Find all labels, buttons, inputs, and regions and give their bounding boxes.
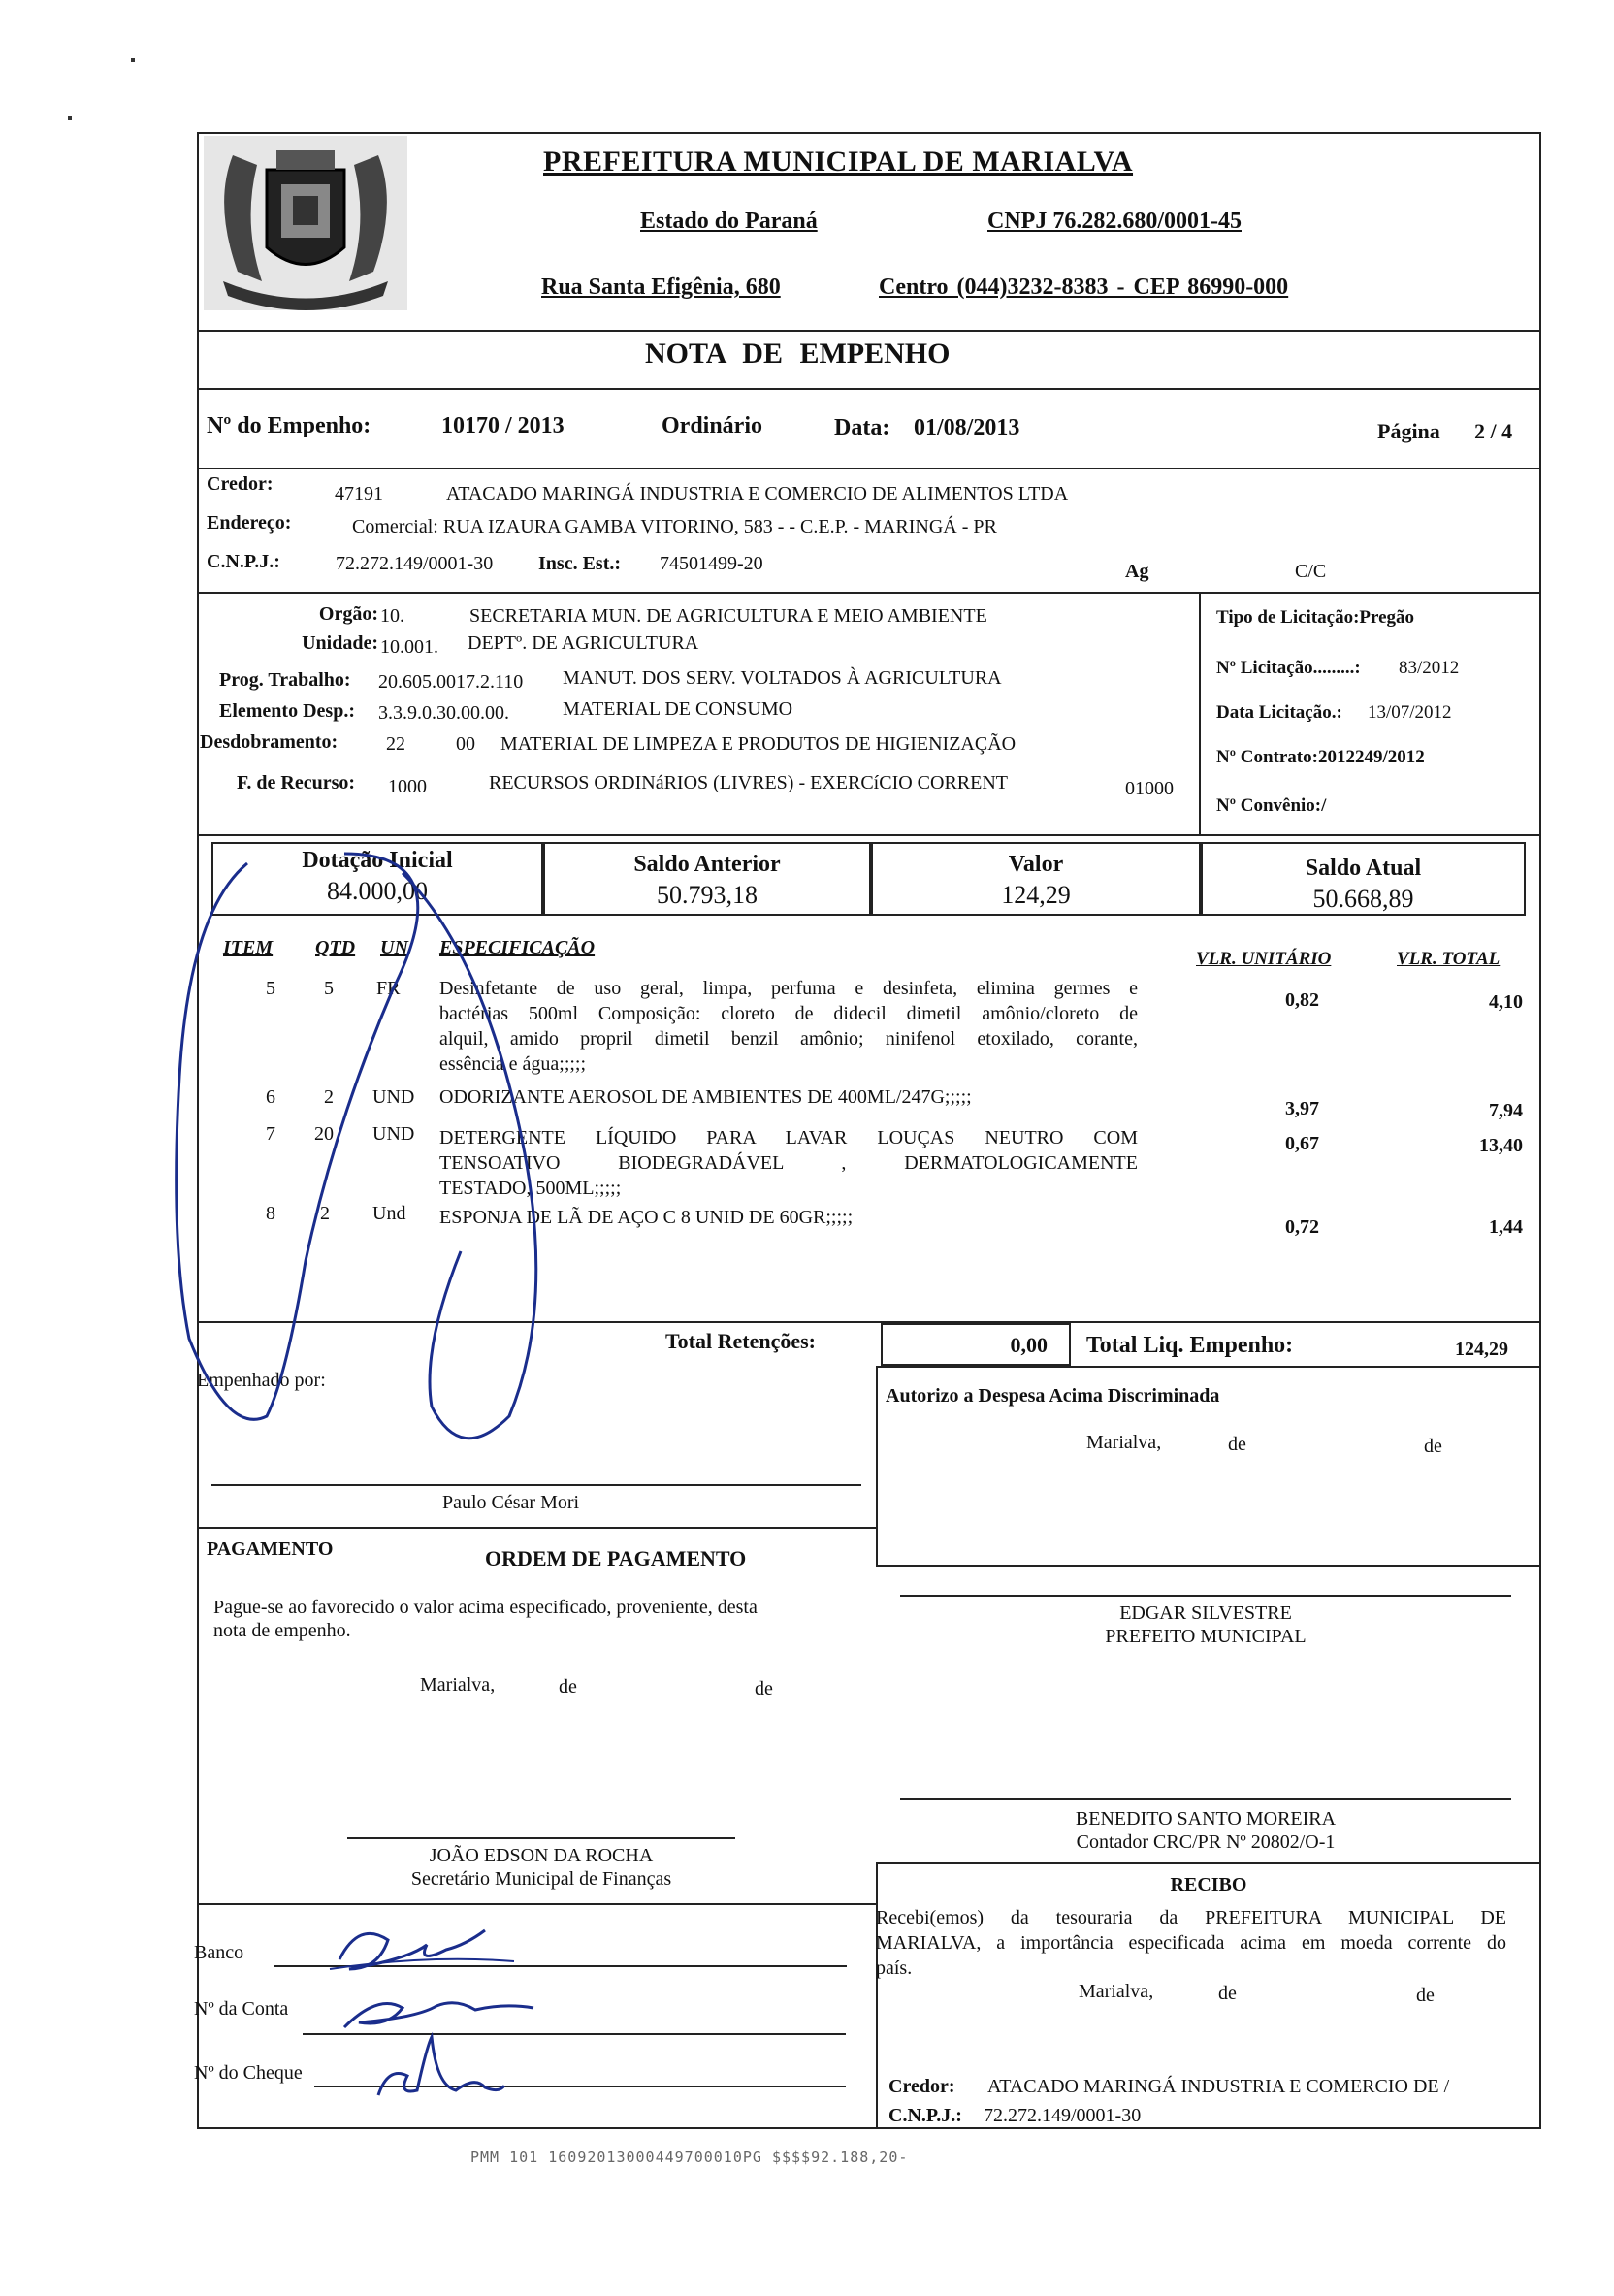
ag-label: Ag	[1125, 561, 1149, 582]
divider	[197, 592, 1541, 594]
recibo-de1: de	[1218, 1983, 1237, 2004]
dotacao-label: Dotação Inicial	[302, 848, 453, 873]
item-unit: 3,97	[1285, 1098, 1319, 1119]
item-unit: 0,82	[1285, 989, 1319, 1011]
empenho-date: 01/08/2013	[914, 415, 1020, 440]
divider	[197, 330, 1541, 332]
footer-cnpj-label: C.N.P.J.:	[888, 2105, 962, 2126]
empenhado-label: Empenhado por:	[197, 1370, 326, 1391]
recibo-line1: Recebi(emos) da tesouraria da PREFEITURA MUNICIPAL DE	[876, 1907, 1506, 1928]
divider	[876, 1366, 1541, 1368]
credor-label: Credor:	[207, 473, 274, 495]
divider	[1199, 592, 1201, 834]
signature-line	[347, 1837, 735, 1839]
secretario-name: JOÃO EDSON DA ROCHA	[429, 1845, 654, 1866]
retencoes-value: 0,00	[1010, 1333, 1048, 1357]
col-spec: ESPECIFICAÇÃO	[439, 937, 596, 958]
divider	[197, 468, 1541, 469]
divider	[876, 1862, 1541, 1864]
item-qtd: 5	[324, 978, 334, 999]
cheque-label: Nº do Cheque	[194, 2062, 303, 2084]
item-unit: 0,72	[1285, 1216, 1319, 1238]
prog-code: 20.605.0017.2.110	[378, 671, 524, 693]
recurso-label: F. de Recurso:	[237, 772, 356, 793]
col-un: UN	[380, 937, 408, 958]
date-label: Data:	[834, 415, 890, 440]
address-label: Rua Santa Efigênia, 680	[541, 275, 781, 300]
convenio: Nº Convênio:/	[1216, 795, 1327, 816]
pagamento-text1: Pague-se ao favorecido o valor acima especificado, proveniente, desta	[213, 1597, 758, 1618]
ordem-label: ORDEM DE PAGAMENTO	[485, 1546, 747, 1570]
bottom-code: PMM 101 16092013000449700010PG $$$$92.188,20-	[470, 2149, 909, 2166]
atual-label: Saldo Atual	[1305, 856, 1422, 881]
recibo-line3: país.	[876, 1957, 913, 1979]
item-total: 7,94	[1489, 1100, 1523, 1121]
autorizo-de1: de	[1228, 1434, 1246, 1455]
desd-label: Desdobramento:	[200, 731, 339, 753]
elem-code: 3.3.9.0.30.00.00.	[378, 702, 509, 724]
pagamento-label: PAGAMENTO	[207, 1538, 334, 1560]
footer-credor-name: ATACADO MARINGÁ INDUSTRIA E COMERCIO DE /	[987, 2076, 1450, 2097]
autorizo-label: Autorizo a Despesa Acima Discriminada	[886, 1385, 1220, 1407]
pagamento-text2: nota de empenho.	[213, 1620, 351, 1641]
item-un: UND	[372, 1086, 415, 1108]
recurso-code: 1000	[388, 776, 427, 797]
item-number: 5	[266, 978, 275, 999]
conta-label: Nº da Conta	[194, 1998, 289, 2020]
signature-line	[900, 1595, 1511, 1597]
recibo-place: Marialva,	[1079, 1981, 1154, 2002]
divider	[876, 1366, 878, 1565]
divider	[197, 388, 1541, 390]
secretario-title: Secretário Municipal de Finanças	[410, 1868, 672, 1890]
orgao-name: SECRETARIA MUN. DE AGRICULTURA E MEIO AMBIENTE	[469, 605, 987, 627]
item-total: 1,44	[1489, 1216, 1523, 1238]
item-number: 6	[266, 1086, 275, 1108]
item-unit: 0,67	[1285, 1133, 1319, 1154]
prefeito-title: PREFEITO MUNICIPAL	[1105, 1626, 1307, 1647]
item-qtd: 2	[320, 1203, 330, 1224]
item-desc-line: essência e água;;;;;	[439, 1053, 587, 1075]
desd-name: MATERIAL DE LIMPEZA E PRODUTOS DE HIGIENIZAÇÃO	[500, 733, 1017, 755]
credor-name: ATACADO MARINGÁ INDUSTRIA E COMERCIO DE ALIMENTOS LTDA	[446, 483, 1069, 504]
desd-a: 22	[386, 733, 405, 755]
valor-label: Valor	[1008, 852, 1064, 877]
licitacao-tipo: Tipo de Licitação:Pregão	[1216, 607, 1415, 628]
orgao-label: Orgão:	[318, 603, 378, 625]
anterior-value: 50.793,18	[657, 881, 758, 909]
item-un: UND	[372, 1123, 415, 1145]
credor-address: Comercial: RUA IZAURA GAMBA VITORINO, 583 - - C.E.P. - MARINGÁ - PR	[352, 516, 997, 537]
prefeitura-title: PREFEITURA MUNICIPAL DE MARIALVA	[543, 146, 1134, 178]
item-un: FR	[376, 978, 401, 999]
cc-label: C/C	[1295, 561, 1327, 582]
divider	[197, 1527, 876, 1529]
autorizo-place: Marialva,	[1086, 1432, 1162, 1453]
item-total: 4,10	[1489, 991, 1523, 1013]
item-qtd: 2	[324, 1086, 334, 1108]
footer-credor-label: Credor:	[888, 2076, 955, 2097]
elem-label: Elemento Desp.:	[219, 700, 355, 722]
liq-label: Total Liq. Empenho:	[1086, 1333, 1294, 1358]
page-label: Página	[1377, 419, 1440, 443]
doc-title: NOTA DE EMPENHO	[645, 338, 951, 370]
licitacao-data-label: Data Licitação.:	[1216, 702, 1342, 723]
item-un: Und	[372, 1203, 406, 1224]
page-number: 2 / 4	[1474, 419, 1513, 443]
autorizo-de2: de	[1424, 1436, 1442, 1457]
item-desc-line: TESTADO, 500ML;;;;;	[439, 1178, 622, 1199]
liq-value: 124,29	[1455, 1339, 1508, 1360]
prog-name: MANUT. DOS SERV. VOLTADOS À AGRICULTURA	[563, 667, 1002, 689]
item-desc-line: Desinfetante de uso geral, limpa, perfuma e desinfeta, elimina germes e	[439, 978, 1138, 999]
col-unit: VLR. UNITÁRIO	[1196, 949, 1332, 969]
signature-line	[900, 1798, 1511, 1800]
address-field-label: Endereço:	[207, 512, 292, 534]
unidade-label: Unidade:	[302, 632, 378, 654]
item-desc-line: ODORIZANTE AEROSOL DE AMBIENTES DE 400ML/247G;;;;;	[439, 1086, 972, 1108]
coat-of-arms-logo	[204, 136, 407, 310]
elem-name: MATERIAL DE CONSUMO	[563, 698, 793, 720]
contador-title: Contador CRC/PR Nº 20802/O-1	[1076, 1831, 1336, 1853]
item-desc-line: TENSOATIVO BIODEGRADÁVEL , DERMATOLOGICAMENTE	[439, 1152, 1138, 1174]
licitacao-numero: 83/2012	[1399, 658, 1460, 678]
banco-label: Banco	[194, 1942, 244, 1963]
scan-mark	[68, 116, 72, 120]
desd-b: 00	[456, 733, 475, 755]
recurso-num: 01000	[1125, 778, 1174, 799]
empenho-label: Nº do Empenho:	[207, 413, 371, 438]
pagamento-de1: de	[559, 1676, 577, 1698]
scan-mark	[131, 58, 135, 62]
ie-value: 74501499-20	[660, 553, 763, 574]
atual-value: 50.668,89	[1312, 885, 1414, 913]
col-qtd: QTD	[315, 937, 356, 958]
prefeito-name: EDGAR SILVESTRE	[1119, 1602, 1292, 1624]
item-qtd: 20	[314, 1123, 334, 1145]
recibo-label: RECIBO	[1170, 1874, 1247, 1895]
empenho-number: 10170 / 2013	[441, 413, 565, 438]
anterior-label: Saldo Anterior	[633, 852, 781, 877]
licitacao-data: 13/07/2012	[1368, 702, 1452, 723]
empenho-type: Ordinário	[662, 413, 763, 438]
state-label: Estado do Paraná	[640, 209, 818, 234]
item-desc-line: ESPONJA DE LÃ DE AÇO C 8 UNID DE 60GR;;;;;	[439, 1207, 854, 1228]
contrato: Nº Contrato:2012249/2012	[1216, 747, 1425, 767]
recurso-name: RECURSOS ORDINáRIOS (LIVRES) - EXERCíCIO CORRENT	[489, 772, 1009, 793]
pagamento-place: Marialva,	[420, 1674, 496, 1696]
valor-value: 124,29	[1001, 881, 1071, 909]
divider	[876, 1862, 878, 2129]
item-desc-line: bactérias 500ml Composição: cloreto de didecil dimetil amônio/cloreto de	[439, 1003, 1138, 1024]
col-item: ITEM	[223, 937, 274, 958]
orgao-code: 10.	[380, 605, 404, 627]
credor-code: 47191	[335, 483, 383, 504]
unidade-code: 10.001.	[380, 636, 438, 658]
divider	[876, 1565, 1541, 1567]
ie-label: Insc. Est.:	[538, 553, 622, 574]
col-total: VLR. TOTAL	[1397, 949, 1501, 969]
contact-label: Centro (044)3232-8383 - CEP 86990-000	[879, 275, 1289, 300]
item-desc-line: DETERGENTE LÍQUIDO PARA LAVAR LOUÇAS NEUTRO COM	[439, 1127, 1138, 1148]
pagamento-de2: de	[755, 1678, 773, 1699]
item-desc-line: alquil, amido propril dimetil benzil amônio; ninifenol etoxilado, corante,	[439, 1028, 1138, 1050]
unidade-name: DEPTº. DE AGRICULTURA	[468, 632, 699, 654]
ink-annotation	[170, 834, 626, 1465]
empenhado-name: Paulo César Mori	[442, 1492, 580, 1513]
recibo-line2: MARIALVA, a importância especificada acima em moeda corrente do	[876, 1932, 1506, 1954]
retencoes-label: Total Retenções:	[665, 1329, 816, 1353]
signature-line	[211, 1484, 861, 1486]
footer-cnpj: 72.272.149/0001-30	[984, 2105, 1142, 2126]
item-number: 8	[266, 1203, 275, 1224]
item-number: 7	[266, 1123, 275, 1145]
cnpj-label: CNPJ 76.282.680/0001-45	[987, 209, 1242, 234]
dotacao-value: 84.000,00	[327, 877, 428, 905]
licitacao-numero-label: Nº Licitação.........:	[1216, 658, 1361, 678]
handwritten-signatures	[320, 1901, 592, 2105]
prog-label: Prog. Trabalho:	[219, 669, 351, 691]
credor-cnpj: 72.272.149/0001-30	[336, 553, 494, 574]
recibo-de2: de	[1416, 1985, 1435, 2006]
credor-cnpj-label: C.N.P.J.:	[207, 551, 280, 572]
item-total: 13,40	[1479, 1135, 1523, 1156]
contador-name: BENEDITO SANTO MOREIRA	[1075, 1808, 1337, 1829]
